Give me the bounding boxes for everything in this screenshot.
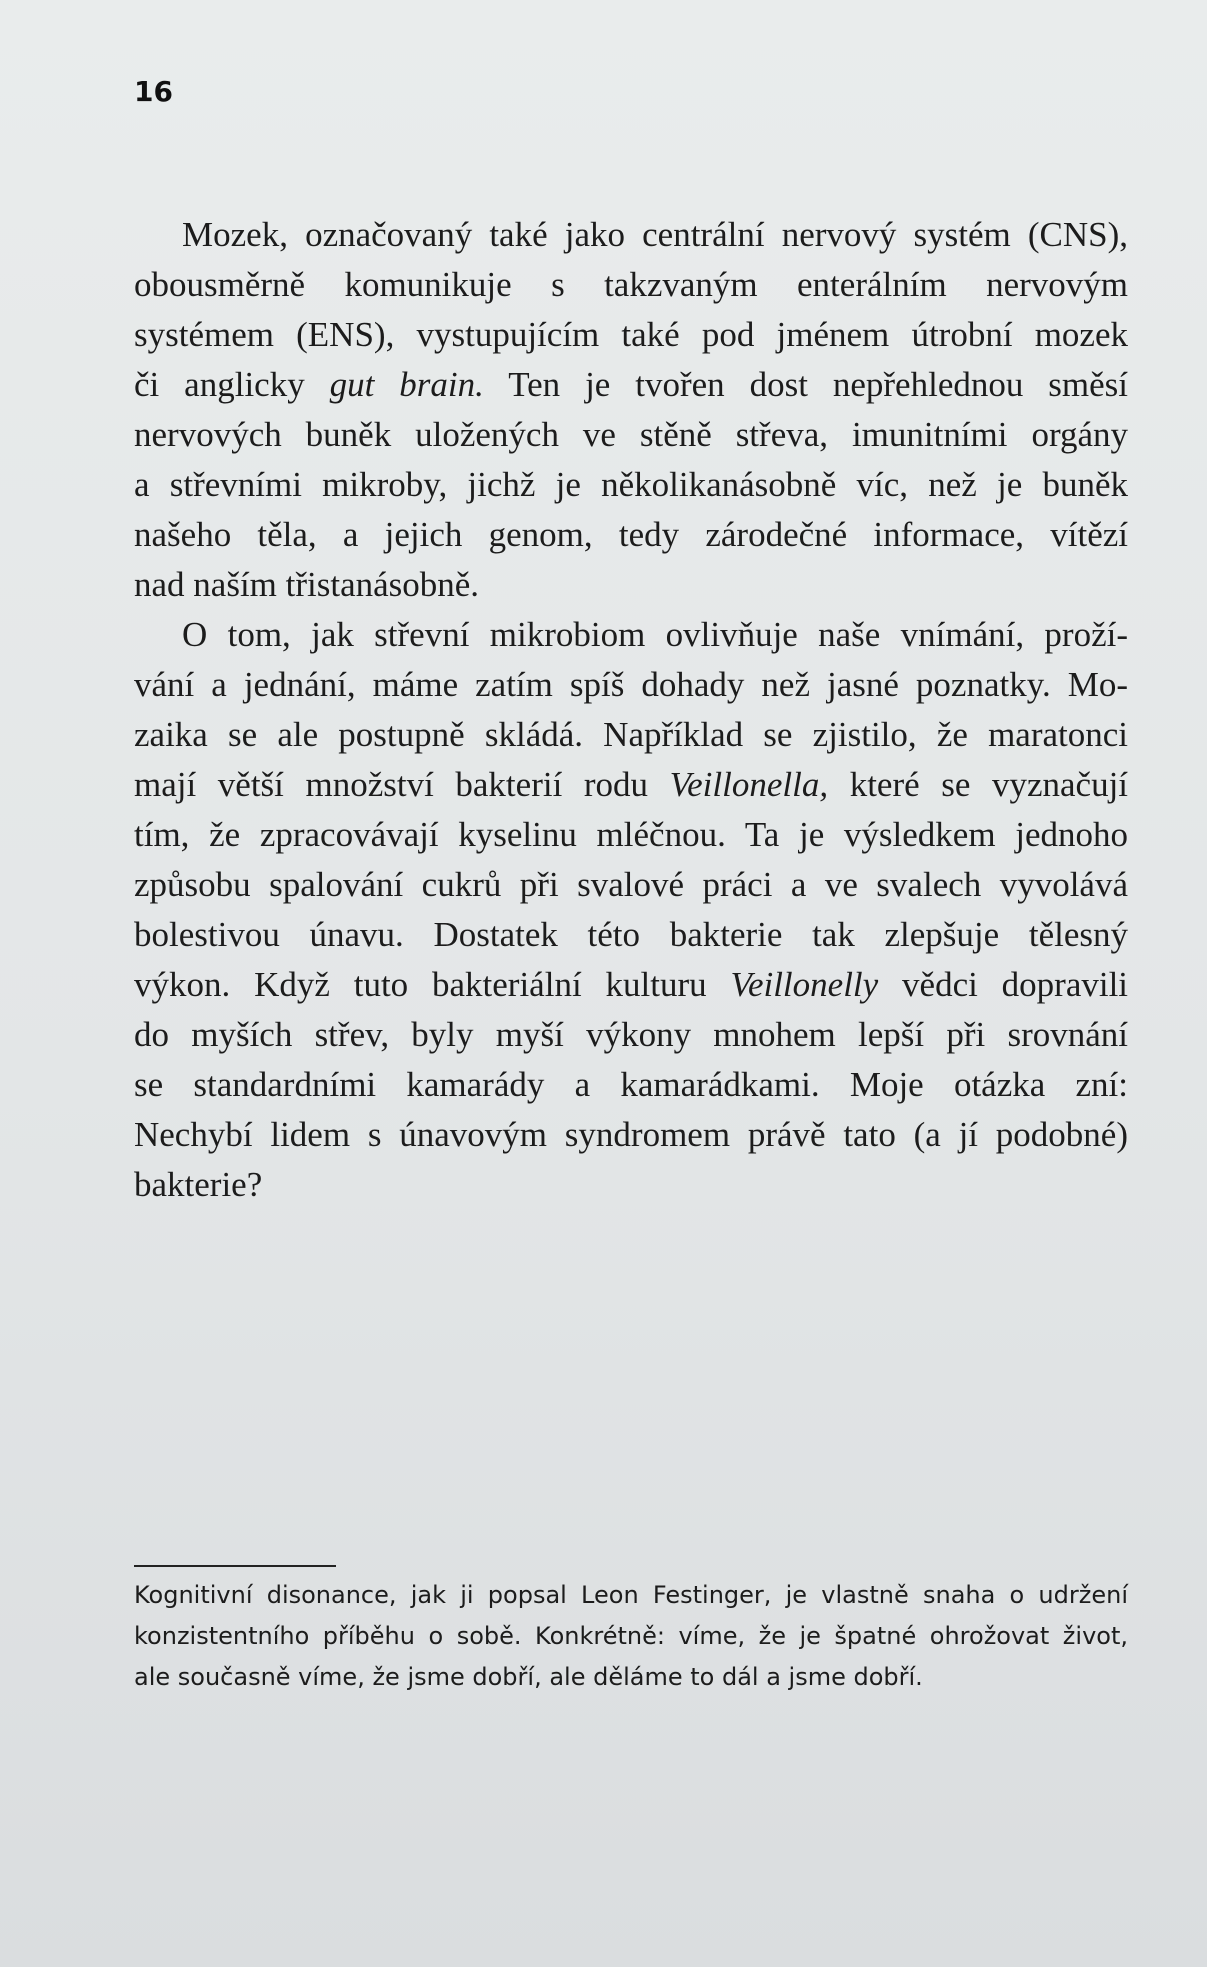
body-line: způsobu spalování cukrů při svalové práci a ve svalech vyvolává — [134, 865, 1128, 904]
body-line: systémem (ENS), vystupujícím také pod jménem útrobní mozek — [134, 315, 1128, 354]
body-line — [134, 360, 1128, 410]
body-line: zaika se ale postupně skládá. Například se zjistilo, že maratonci — [134, 715, 1128, 754]
body-line: obousměrně komunikuje s takzvaným enterálním nervovým — [134, 265, 1128, 304]
italic-term-gut-brain: gut brain. — [329, 365, 484, 404]
body-line — [134, 760, 1128, 810]
body-line: tím, že zpracovávají kyselinu mléčnou. Ta je výsledkem jednoho — [134, 815, 1128, 854]
footnote-line: ale současně víme, že jsme dobří, ale děláme to dál a jsme dobří. — [134, 1663, 923, 1691]
footnote — [134, 1575, 1128, 1698]
body-line: Nechybí lidem s únavovým syndromem právě tato (a jí podobné) — [134, 1115, 1128, 1154]
page-number: 16 — [134, 75, 173, 108]
body-line: nervových buněk uložených ve stěně střeva, imunitními orgány — [134, 415, 1128, 454]
body-line-part: výkon. Když tuto bakteriální kulturu — [134, 965, 707, 1004]
body-line: bolestivou únavu. Dostatek této bakterie tak zlepšuje tělesný — [134, 915, 1128, 954]
body-line-part: mají větší množství bakterií rodu — [134, 765, 649, 804]
body-line: nad naším třistanásobně. — [134, 565, 480, 604]
body-line: bakterie? — [134, 1165, 263, 1204]
body-line-part: vědci dopravili — [902, 965, 1129, 1004]
body-text — [134, 210, 1128, 1210]
body-line — [134, 960, 1128, 1010]
body-line: a střevními mikroby, jichž je několikanásobně víc, než je buněk — [134, 465, 1128, 504]
body-line: do myších střev, byly myší výkony mnohem lepší při srovnání — [134, 1015, 1128, 1054]
body-line: se standardními kamarády a kamarádkami. Moje otázka zní: — [134, 1065, 1128, 1104]
body-line: vání a jednání, máme zatím spíš dohady než jasné poznatky. Mo- — [134, 665, 1128, 704]
footnote-line: Kognitivní disonance, jak ji popsal Leon Festinger, je vlastně snaha o udržení — [134, 1581, 1128, 1609]
italic-term-veillonella: Veillonella, — [669, 765, 829, 804]
body-line-part: které se vyznačují — [849, 765, 1129, 804]
body-line: našeho těla, a jejich genom, tedy zárodečné informace, vítězí — [134, 515, 1128, 554]
italic-term-veillonelly: Veillonelly — [730, 965, 879, 1004]
body-line-part: Ten je tvořen dost nepřehlednou směsí — [508, 365, 1129, 404]
body-line-part: či anglicky — [134, 365, 305, 404]
footnote-line: konzistentního příběhu o sobě. Konkrétně: víme, že je špatné ohrožovat život, — [134, 1622, 1128, 1650]
body-line: O tom, jak střevní mikrobiom ovlivňuje naše vnímání, proží- — [182, 615, 1128, 654]
body-line: Mozek, označovaný také jako centrální nervový systém (CNS), — [182, 215, 1128, 254]
footnote-separator — [134, 1565, 336, 1567]
